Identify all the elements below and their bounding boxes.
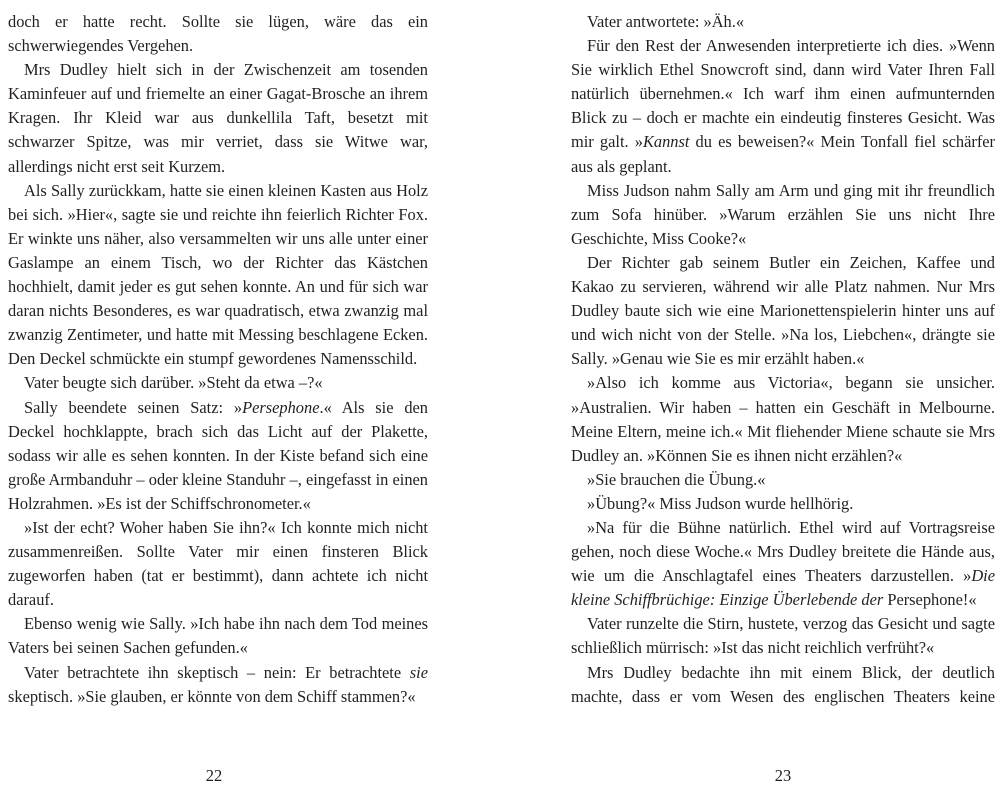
- paragraph: Mrs Dudley hielt sich in der Zwischenzeit am tosenden Kaminfeuer auf und friemelte an einer Gagat-Brosche an ihrem Kragen. Ihr Kleid war aus dunkellila Taft, besetzt mit schwarzer Spitze, was mir verriet, dass sie Witwe war, allerdings nicht erst seit Kurzem.: [8, 60, 428, 176]
- paragraph: [8, 709, 428, 710]
- paragraph: doch er hatte recht. Sollte sie lügen, wäre das ein schwerwiegendes Vergehen.: [8, 12, 428, 56]
- emphasis: Persephone: [242, 397, 320, 417]
- left-page: [8, 10, 428, 710]
- paragraph: »Na für die Bühne natürlich. Ethel wird auf Vortragsreise gehen, noch diese Woche.« Mrs Dudley breitete die Hände aus, wie um die Anschlagtafel eines Theaters darzustellen. »Die kleine Schiffbrüchige: Einzige Überlebende der Persephone!«: [571, 517, 995, 610]
- paragraph: »Übung?« Miss Judson wurde hellhörig.: [587, 493, 854, 513]
- paragraph: »Ist der echt? Woher haben Sie ihn?« Ich konnte mich nicht zusammenreißen. Sollte Vater mir einen finsteren Blick zugeworfen haben (tat er bestimmt), dann achtete ich nicht darauf.: [8, 517, 428, 610]
- right-page: [571, 10, 995, 710]
- page-number-right: 23: [774, 766, 792, 785]
- paragraph: Sally beendete seinen Satz: »Persephone.« Als sie den Deckel hochklappte, brach sich das Licht auf der Plakette, sodass wir alle es sehen konnten. In der Kiste befand sich eine große Armbanduhr – oder kleine Standuhr –, eingefasst in einen Holzrahmen. »Es ist der Schiffschronometer.«: [8, 397, 428, 513]
- emphasis: Die kleine Schiffbrüchige: Einzige Überlebende der: [571, 566, 995, 610]
- emphasis: sie: [409, 662, 428, 682]
- paragraph: »Sie brauchen die Übung.«: [587, 469, 766, 489]
- paragraph: Vater beugte sich darüber. »Steht da etwa –?«: [24, 373, 323, 393]
- paragraph: Vater antwortete: »Äh.«: [587, 12, 745, 31]
- paragraph: Vater betrachtete ihn skeptisch – nein: Er betrachtete sie skeptisch. »Sie glauben, er könnte von dem Schiff stammen?«: [8, 662, 428, 706]
- paragraph: »Also ich komme aus Victoria«, begann sie unsicher. »Australien. Wir haben – hatten ein Geschäft in Melbourne. Meine Eltern, meine ich.« Mit fliehender Miene schaute sie Mrs Dudley an. »Können Sie es ihnen nicht erzählen?«: [571, 373, 995, 465]
- paragraph: Als Sally zurückkam, hatte sie einen kleinen Kasten aus Holz bei sich. »Hier«, sagte sie und reichte ihn feierlich Richter Fox. Er winkte uns näher, also versammelten wir uns alle unter einer Gaslampe an einem Tisch, wo der Richter das Kästchen hochhielt, damit jeder es gut sehen konnte. An und für sich war daran nichts Besonderes, es war quadratisch, etwa zwanzig mal zwanzig Zentimeter, und hatte mit Messing beschlagene Ecken. Den Deckel schmückte ein stumpf gewordenes Namensschild.: [8, 180, 428, 369]
- paragraph: Ebenso wenig wie Sally. »Ich habe ihn nach dem Tod meines Vaters bei seinen Sachen gefunden.«: [8, 614, 428, 658]
- emphasis: Kannst: [642, 132, 690, 152]
- paragraph: Für den Rest der Anwesenden interpretierte ich dies. »Wenn Sie wirklich Ethel Snowcroft sind, dann wird Vater Ihren Fall natürlich übernehmen.« Ich warf ihm einen aufmunternden Blick zu – doch er machte ein eindeutig finsteres Gesicht. Was mir galt. »Kannst du es beweisen?« Mein Tonfall fiel schärfer aus als geplant.: [571, 36, 995, 176]
- paragraph: Miss Judson nahm Sally am Arm und ging mit ihr freundlich zum Sofa hinüber. »Warum erzählen Sie uns nicht Ihre Geschichte, Miss Cooke?«: [571, 180, 995, 248]
- paragraph: Der Richter gab seinem Butler ein Zeichen, Kaffee und Kakao zu servieren, während wir alle Platz nahmen. Nur Mrs Dudley baute sich wie eine Marionettenspielerin hinter uns auf und wich nicht von der Stelle. »Na los, Liebchen«, drängte sie Sally. »Genau wie Sie es mir erzählt haben.«: [571, 252, 995, 369]
- paragraph: Vater runzelte die Stirn, hustete, verzog das Gesicht und sagte schließlich mürrisch: »Ist das nicht reichlich verfrüht?«: [571, 614, 995, 658]
- page-number-left: 22: [205, 766, 223, 785]
- paragraph: Mrs Dudley bedachte ihn mit einem Blick, der deutlich machte, dass er vom Wesen des englischen Theaters keine: [571, 662, 995, 706]
